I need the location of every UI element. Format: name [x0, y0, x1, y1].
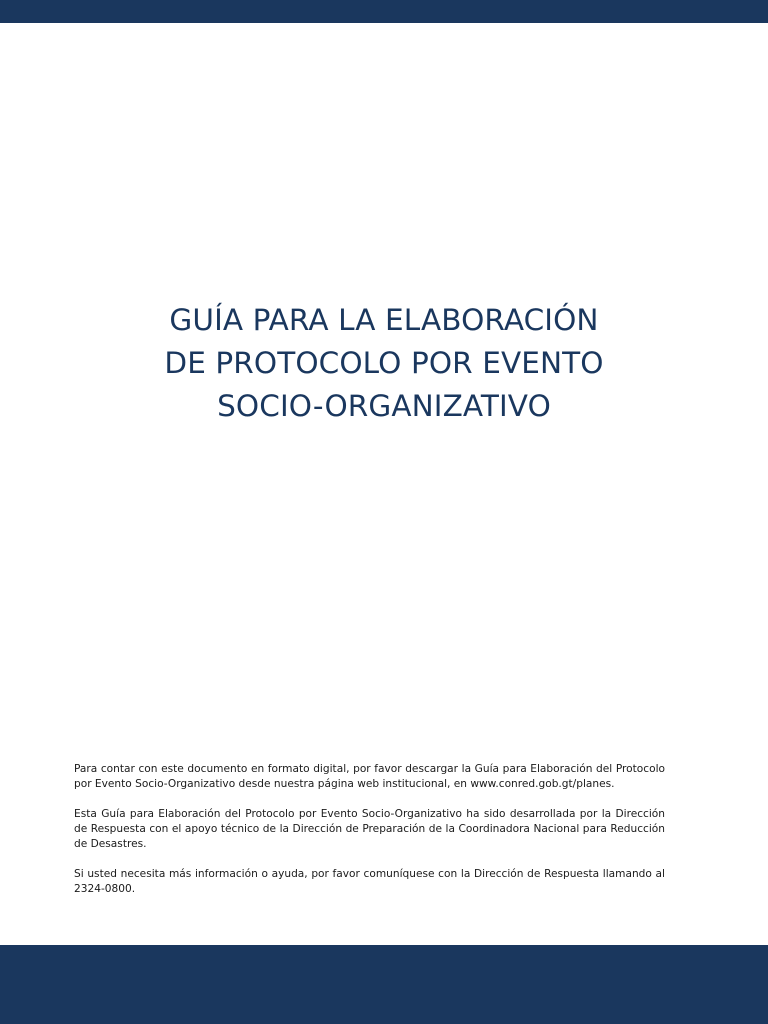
contact-note: Si usted necesita más información o ayuda, por favor comuníquese con la Dirección de Respuesta llamando al 2324-0800. — [74, 868, 665, 895]
title-line-1: GUÍA PARA LA ELABORACIÓN — [169, 303, 599, 337]
document-title — [84, 299, 684, 428]
information-notes — [74, 762, 665, 912]
title-line-2: DE PROTOCOLO POR EVENTO — [164, 346, 604, 380]
digital-download-note: Para contar con este documento en formato digital, por favor descargar la Guía para Elaboración del Protocolo por Evento Socio-Organizativo desde nuestra página web institucional, en www.conred.gob.gt/planes. — [74, 763, 665, 790]
bottom-color-band — [0, 945, 768, 1024]
title-line-3: SOCIO-ORGANIZATIVO — [217, 389, 551, 423]
top-color-band — [0, 0, 768, 23]
authorship-note: Esta Guía para Elaboración del Protocolo por Evento Socio-Organizativo ha sido desarrollada por la Dirección de Respuesta con el apoyo técnico de la Dirección de Preparación de la Coordinadora Nacional para Reducción de Desastres. — [74, 808, 665, 850]
